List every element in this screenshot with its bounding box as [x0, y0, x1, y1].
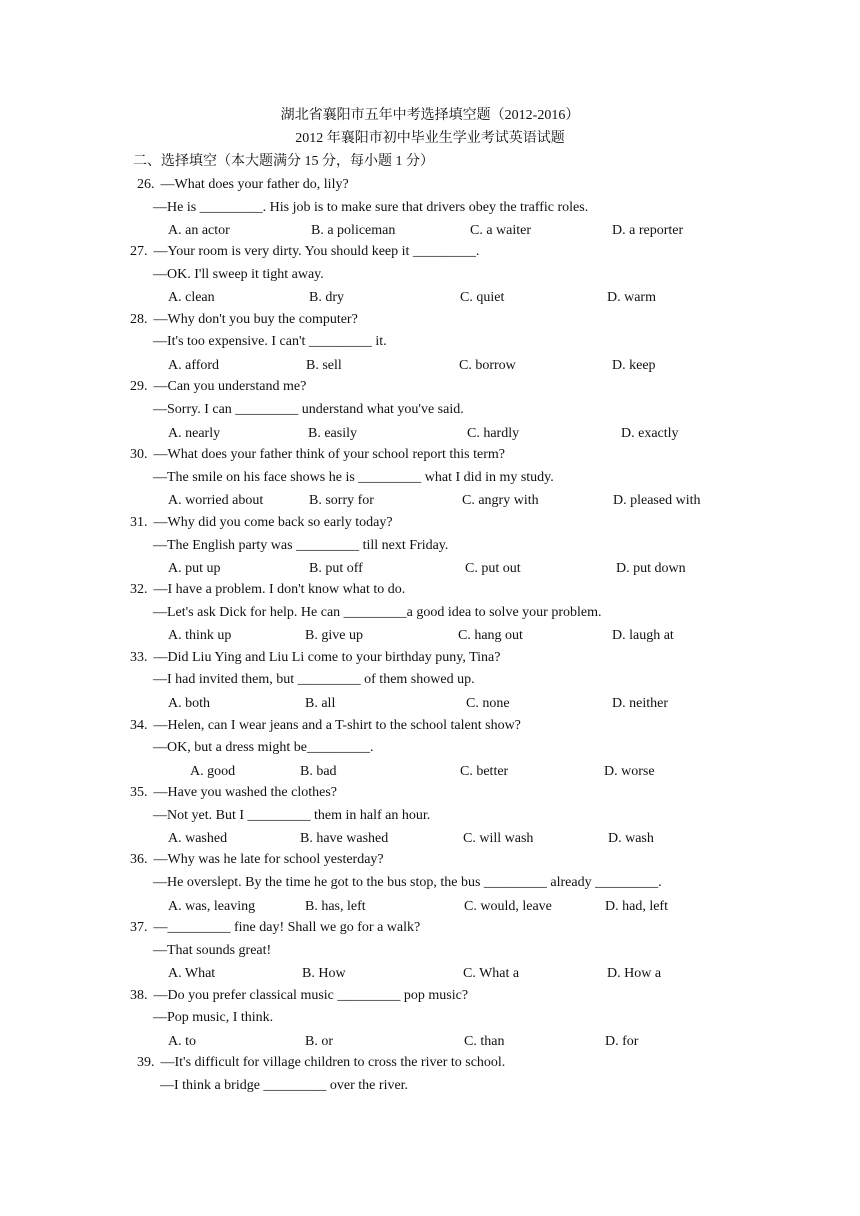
answer-option[interactable]: C. hardly: [467, 426, 520, 441]
answer-option[interactable]: A. both: [168, 696, 210, 711]
answer-option[interactable]: C. than: [464, 1034, 505, 1049]
answer-option[interactable]: D. pleased with: [613, 493, 701, 508]
answer-option[interactable]: A. to: [168, 1034, 196, 1049]
answer-option[interactable]: C. will wash: [463, 831, 534, 846]
question-reply: —OK, but a dress might be_________.: [153, 740, 374, 755]
answer-option[interactable]: D. worse: [604, 764, 655, 779]
prompt-text: —Your room is very dirty. You should keep it _________.: [153, 244, 480, 259]
prompt-text: —Did Liu Ying and Liu Li come to your birthday puny, Tina?: [153, 650, 501, 665]
answer-option[interactable]: B. bad: [300, 764, 337, 779]
prompt-text: —It's difficult for village children to cross the river to school.: [160, 1055, 506, 1070]
question-prompt: [130, 649, 501, 667]
answer-option[interactable]: B. sorry for: [309, 493, 374, 508]
answer-option[interactable]: B. all: [305, 696, 336, 711]
answer-option[interactable]: D. put down: [616, 561, 686, 576]
answer-option[interactable]: D. wash: [608, 831, 654, 846]
answer-option[interactable]: B. dry: [309, 290, 344, 305]
answer-option[interactable]: C. angry with: [462, 493, 539, 508]
question-number: 32.: [130, 582, 148, 597]
answer-option[interactable]: C. better: [460, 764, 509, 779]
question-number: 28.: [130, 312, 148, 327]
answer-option[interactable]: C. hang out: [458, 628, 523, 643]
question-reply: —The smile on his face shows he is _________ what I did in my study.: [153, 470, 554, 485]
answer-option[interactable]: B. have washed: [300, 831, 389, 846]
prompt-text: —What does your father do, lily?: [160, 177, 349, 192]
answer-option[interactable]: D. for: [605, 1034, 639, 1049]
question-prompt: [130, 717, 521, 735]
answer-option[interactable]: D. exactly: [621, 426, 679, 441]
question-prompt: [130, 243, 479, 261]
question-reply: —I had invited them, but _________ of them showed up.: [153, 672, 475, 687]
question-number: 34.: [130, 718, 148, 733]
question-reply: —That sounds great!: [153, 943, 272, 958]
answer-option[interactable]: C. put out: [465, 561, 521, 576]
question-prompt: [130, 311, 358, 329]
question-reply: —The English party was _________ till next Friday.: [153, 538, 449, 553]
answer-option[interactable]: D. laugh at: [612, 628, 674, 643]
question-prompt: [130, 378, 306, 396]
answer-option[interactable]: C. would, leave: [464, 899, 552, 914]
question-number: 26.: [137, 177, 155, 192]
answer-option[interactable]: D. warm: [607, 290, 656, 305]
answer-option[interactable]: B. easily: [308, 426, 357, 441]
prompt-text: —Helen, can I wear jeans and a T-shirt to the school talent show?: [153, 718, 521, 733]
answer-option[interactable]: A. nearly: [168, 426, 221, 441]
prompt-text: —Why don't you buy the computer?: [153, 312, 358, 327]
answer-option[interactable]: A. an actor: [168, 223, 230, 238]
answer-option[interactable]: B. a policeman: [311, 223, 396, 238]
question-number: 27.: [130, 244, 148, 259]
answer-option[interactable]: D. a reporter: [612, 223, 684, 238]
question-reply: —Sorry. I can _________ understand what you've said.: [153, 402, 464, 417]
question-reply: —I think a bridge _________ over the river.: [160, 1078, 409, 1093]
answer-option[interactable]: A. think up: [168, 628, 232, 643]
answer-option[interactable]: A. What: [168, 966, 216, 981]
prompt-text: —Have you washed the clothes?: [153, 785, 337, 800]
answer-option[interactable]: D. neither: [612, 696, 668, 711]
answer-option[interactable]: A. was, leaving: [168, 899, 256, 914]
prompt-text: —What does your father think of your school report this term?: [153, 447, 505, 462]
question-reply: —Pop music, I think.: [153, 1010, 274, 1025]
answer-option[interactable]: A. good: [190, 764, 236, 779]
question-number: 29.: [130, 379, 148, 394]
prompt-text: —I have a problem. I don't know what to do.: [153, 582, 406, 597]
answer-option[interactable]: A. clean: [168, 290, 215, 305]
answer-option[interactable]: D. How a: [607, 966, 662, 981]
question-number: 35.: [130, 785, 148, 800]
question-reply: —Not yet. But I _________ them in half an hour.: [153, 808, 431, 823]
question-number: 37.: [130, 920, 148, 935]
answer-option[interactable]: C. none: [466, 696, 510, 711]
answer-option[interactable]: B. sell: [306, 358, 342, 373]
question-prompt: [130, 581, 405, 599]
question-prompt: [137, 1054, 505, 1072]
answer-option[interactable]: C. What a: [463, 966, 520, 981]
answer-option[interactable]: D. keep: [612, 358, 656, 373]
answer-option[interactable]: C. borrow: [459, 358, 516, 373]
question-reply: —He is _________. His job is to make sure that drivers obey the traffic roles.: [153, 200, 589, 215]
prompt-text: —Can you understand me?: [153, 379, 307, 394]
section-heading: 二、选择填空（本大题满分 15 分，每小题 1 分）: [133, 154, 434, 169]
document-title: 湖北省襄阳市五年中考选择填空题（2012-2016）: [280, 108, 580, 123]
answer-option[interactable]: B. How: [302, 966, 346, 981]
answer-option[interactable]: A. worried about: [168, 493, 264, 508]
question-prompt: [130, 919, 420, 937]
question-reply: —Let's ask Dick for help. He can _________a good idea to solve your problem.: [153, 605, 602, 620]
question-prompt: [137, 176, 349, 194]
question-prompt: [130, 987, 468, 1005]
question-prompt: [130, 784, 337, 802]
question-reply: —OK. I'll sweep it tight away.: [153, 267, 324, 282]
answer-option[interactable]: A. put up: [168, 561, 221, 576]
question-number: 33.: [130, 650, 148, 665]
question-number: 39.: [137, 1055, 155, 1070]
question-prompt: [130, 514, 393, 532]
exam-subtitle: 2012 年襄阳市初中毕业生学业考试英语试题: [295, 131, 565, 146]
answer-option[interactable]: B. or: [305, 1034, 333, 1049]
question-number: 31.: [130, 515, 148, 530]
question-reply: —He overslept. By the time he got to the bus stop, the bus _________ already _________.: [153, 875, 662, 890]
answer-option[interactable]: A. afford: [168, 358, 220, 373]
answer-option[interactable]: B. give up: [305, 628, 363, 643]
prompt-text: —Why was he late for school yesterday?: [153, 852, 384, 867]
prompt-text: —_________ fine day! Shall we go for a walk?: [153, 920, 421, 935]
question-prompt: [130, 446, 505, 464]
prompt-text: —Why did you come back so early today?: [153, 515, 393, 530]
question-number: 36.: [130, 852, 148, 867]
answer-option[interactable]: B. put off: [309, 561, 363, 576]
prompt-text: —Do you prefer classical music _________ pop music?: [153, 988, 469, 1003]
answer-option[interactable]: A. washed: [168, 831, 228, 846]
answer-option[interactable]: C. quiet: [460, 290, 505, 305]
question-prompt: [130, 851, 384, 869]
question-number: 38.: [130, 988, 148, 1003]
question-reply: —It's too expensive. I can't _________ it.: [153, 334, 387, 349]
answer-option[interactable]: B. has, left: [305, 899, 366, 914]
answer-option[interactable]: C. a waiter: [470, 223, 532, 238]
answer-option[interactable]: D. had, left: [605, 899, 668, 914]
question-number: 30.: [130, 447, 148, 462]
